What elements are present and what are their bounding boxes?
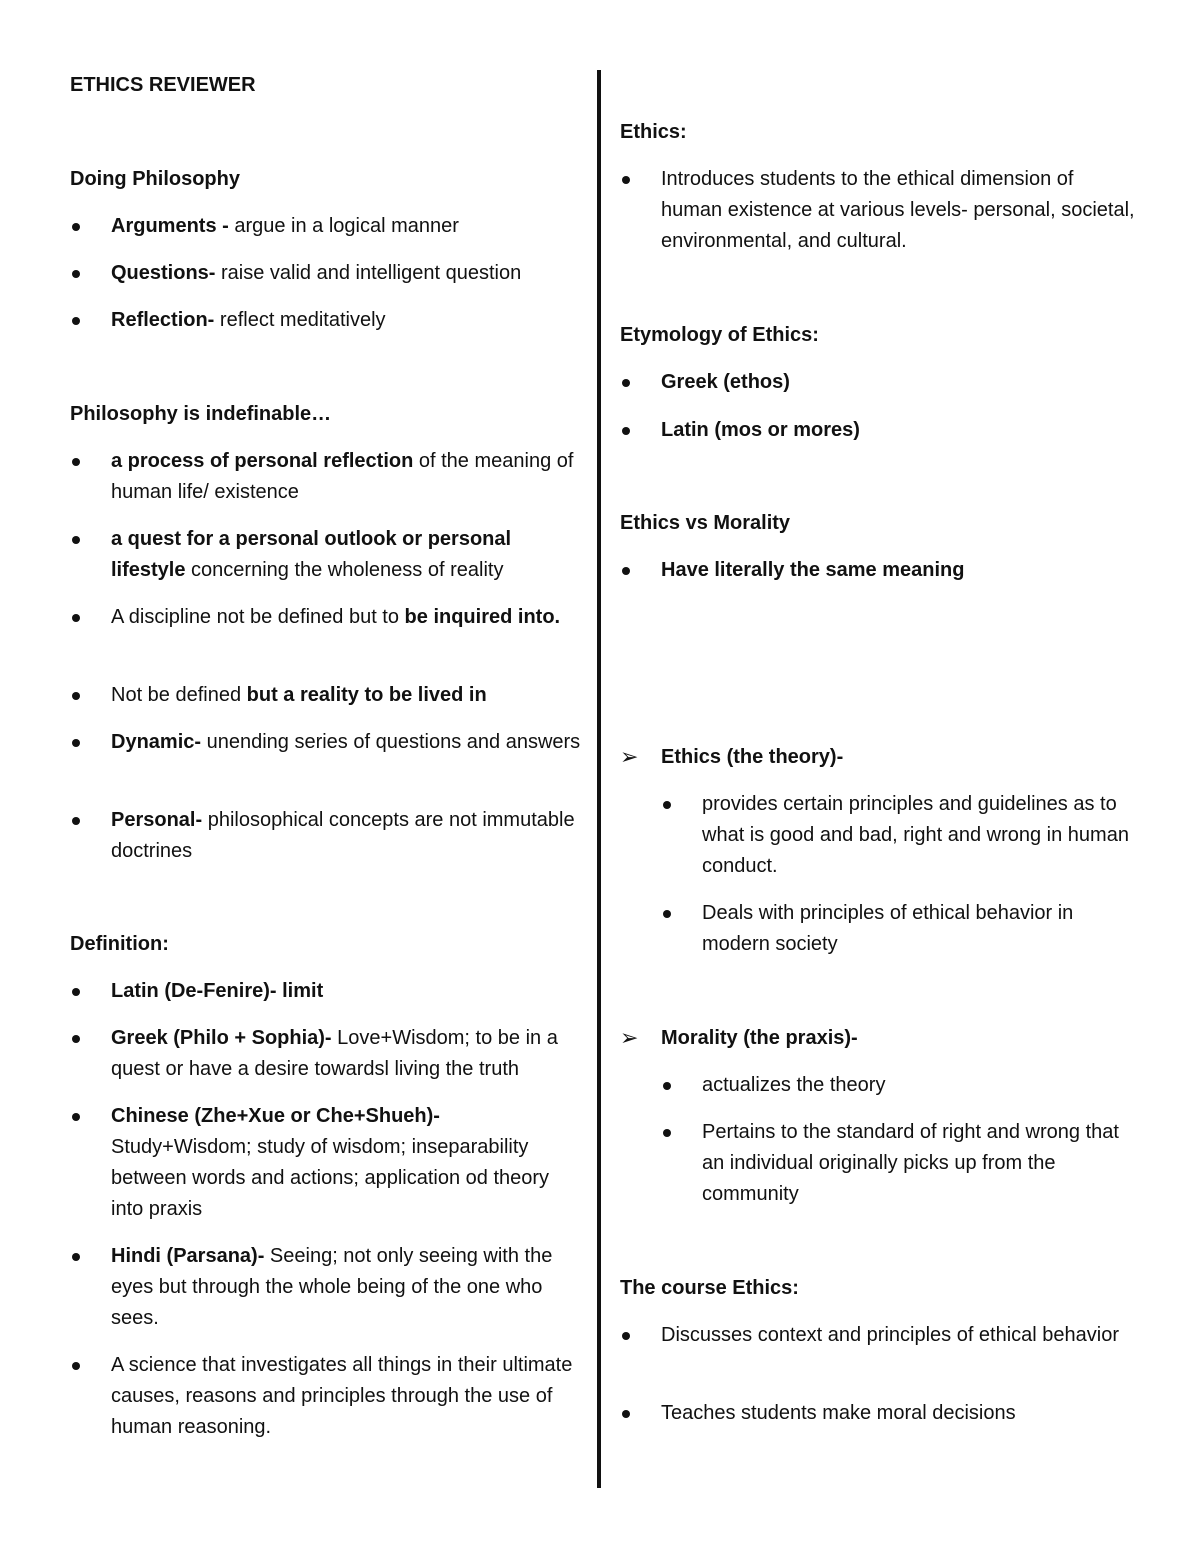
heading-definition: Definition: (70, 933, 169, 955)
list-item: Introduces students to the ethical dimension of human existence at various levels- personal, societal, environmental, and cultural. (620, 164, 1135, 257)
bullet-icon (622, 176, 630, 184)
arrow-item-theory: ➢ Ethics (the theory)- (620, 742, 1135, 773)
list-item: Latin (De-Fenire)- limit (70, 976, 585, 1007)
list-item: Greek (Philo + Sophia)- Love+Wisdom; to be in a quest or have a desire towardsl living the truth (70, 1023, 585, 1085)
bullet-icon (72, 988, 80, 996)
bullet-icon (72, 739, 80, 747)
list-item: Deals with principles of ethical behavior in modern society (620, 898, 1135, 960)
list-item: Discusses context and principles of ethical behavior (620, 1320, 1135, 1351)
arrow-bullet-icon: ➢ (620, 1026, 639, 1051)
page-title: ETHICS REVIEWER (70, 74, 256, 96)
list-item: Reflection- reflect meditatively (70, 305, 585, 336)
bullet-icon (72, 1362, 80, 1370)
bullet-icon (72, 614, 80, 622)
bullet-icon (72, 270, 80, 278)
arrow-bullet-icon: ➢ (620, 745, 639, 770)
heading-philosophy-indefinable: Philosophy is indefinable… (70, 403, 332, 425)
bullet-icon (622, 1410, 630, 1418)
heading-course-ethics: The course Ethics: (620, 1277, 799, 1299)
list-item: A discipline not be defined but to be inquired into. (70, 602, 585, 633)
heading-doing-philosophy: Doing Philosophy (70, 168, 240, 190)
bullet-icon (72, 817, 80, 825)
heading-ethics: Ethics: (620, 121, 687, 143)
bullet-icon (72, 1035, 80, 1043)
column-divider (597, 70, 601, 1488)
list-item: Arguments - argue in a logical manner (70, 211, 585, 242)
bullet-icon (72, 1113, 80, 1121)
bullet-icon (663, 1129, 671, 1137)
list-item: Teaches students make moral decisions (620, 1398, 1135, 1429)
list-item: a quest for a personal outlook or personal lifestyle concerning the wholeness of reality (70, 524, 585, 586)
bullet-icon (622, 379, 630, 387)
list-item: Questions- raise valid and intelligent question (70, 258, 585, 289)
bullet-icon (72, 223, 80, 231)
list-item: Chinese (Zhe+Xue or Che+Shueh)- Study+Wisdom; study of wisdom; inseparability between words and actions; application od theory into praxis (70, 1101, 585, 1225)
bullet-icon (72, 692, 80, 700)
list-item: A science that investigates all things in their ultimate causes, reasons and principles through the use of human reasoning. (70, 1350, 585, 1443)
bullet-icon (663, 801, 671, 809)
heading-ethics-vs-morality: Ethics vs Morality (620, 512, 791, 534)
list-item: Not be defined but a reality to be lived in (70, 680, 585, 711)
list-item: Hindi (Parsana)- Seeing; not only seeing with the eyes but through the whole being of the one who sees. (70, 1241, 585, 1334)
list-item: Have literally the same meaning (620, 555, 1135, 586)
bullet-icon (72, 458, 80, 466)
list-item: provides certain principles and guidelines as to what is good and bad, right and wrong in human conduct. (620, 789, 1135, 882)
bullet-icon (72, 1253, 80, 1261)
bullet-icon (622, 1332, 630, 1340)
bullet-icon (622, 427, 630, 435)
list-item: Greek (ethos) (620, 367, 1135, 398)
list-item: Dynamic- unending series of questions and answers (70, 727, 585, 758)
bullet-icon (622, 567, 630, 575)
list-item: Personal- philosophical concepts are not immutable doctrines (70, 805, 585, 867)
bullet-icon (663, 1082, 671, 1090)
heading-etymology: Etymology of Ethics: (620, 324, 819, 346)
list-item: Pertains to the standard of right and wrong that an individual originally picks up from the community (620, 1117, 1135, 1210)
arrow-item-praxis: ➢ Morality (the praxis)- (620, 1023, 1135, 1054)
list-item: a process of personal reflection of the meaning of human life/ existence (70, 446, 585, 508)
bullet-icon (72, 536, 80, 544)
bullet-icon (663, 910, 671, 918)
list-item: actualizes the theory (620, 1070, 1135, 1101)
list-item: Latin (mos or mores) (620, 415, 1135, 446)
bullet-icon (72, 317, 80, 325)
